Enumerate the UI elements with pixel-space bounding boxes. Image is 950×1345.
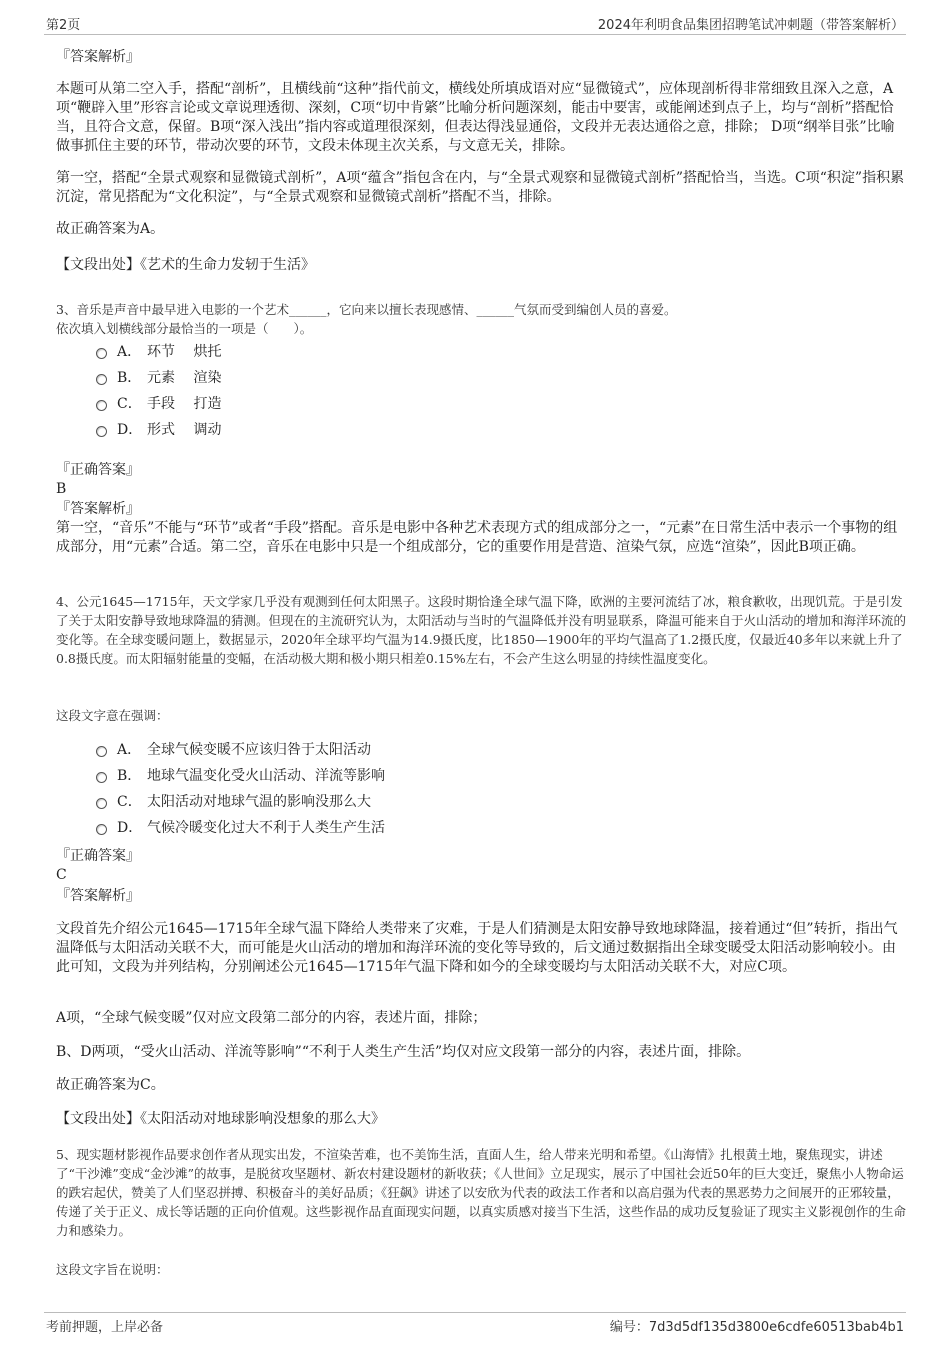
q5-prompt: 这段文字旨在说明：	[56, 1262, 169, 1277]
q4-option-d[interactable]	[96, 819, 385, 837]
q4-option-c[interactable]	[96, 793, 371, 811]
q5-stem: 5、现实题材影视作品要求创作者从现实出发，不渲染苦难，也不美饰生活，直面人生，给人带来光明和希望。《山海情》扎根黄土地，聚焦现实，讲述了“干沙滩”变成“金沙滩”的故事，是脱贫攻坚题材、新农村建设题材的新收获；《人世间》立足现实，展示了中国社会近50年的巨大变迁，聚焦小人物命运的跌宕起伏，赞美了人们坚忍拼搏、积极奋斗的美好品质；《狂飙》讲述了以安欣为代表的政法工作者和以高启强为代表的黑恶势力之间展开的正邪较量，传递了关于正义、成长等话题的正向价值观。这些影视作品直面现实问题，以真实质感对接当下生活，这些作品的成功反复验证了现实主义影视创作的生命力和感染力。	[56, 1147, 907, 1238]
option-letter: B．	[117, 768, 142, 784]
footer-slogan: 考前押题，上岸必备	[46, 1320, 164, 1335]
option-text: 地球气温变化受火山活动、洋流等影响	[147, 768, 385, 784]
option-letter: A．	[117, 742, 142, 758]
radio-button[interactable]	[96, 772, 107, 783]
page-number: 第2页	[46, 18, 81, 33]
option-letter: A．	[117, 344, 142, 360]
q3-analysis-label: 『答案解析』	[56, 501, 140, 517]
option-text: 气候冷暖变化过大不利于人类生产生活	[147, 820, 385, 836]
option-letter: D．	[117, 422, 143, 438]
q4-answer-label: 『正确答案』	[56, 848, 140, 864]
q3-option-d[interactable]	[96, 421, 221, 439]
option-letter: C．	[117, 396, 142, 412]
option-letter: C．	[117, 794, 142, 810]
q4-option-a[interactable]	[96, 741, 371, 759]
q3-prompt: 依次填入划横线部分最恰当的一项是（ ）。	[56, 321, 313, 336]
option-text: 太阳活动对地球气温的影响没那么大	[147, 794, 371, 810]
page-header	[44, 12, 906, 35]
q3-option-a[interactable]	[96, 343, 221, 361]
radio-button[interactable]	[96, 426, 107, 437]
q4-stem: 4、公元1645—1715年，天文学家几乎没有观测到任何太阳黑子。这段时期恰逢全球气温下降，欧洲的主要河流结了冰，粮食歉收，出现饥荒。于是引发了关于太阳安静导致地球降温的猜测。但现在的主流研究认为，太阳活动与当时的气温降低并没有明显联系，降温可能来自于火山活动的增加和海洋环流的变化等。在全球变暖问题上，数据显示，2020年全球平均气温为14.9摄氏度，比1850—1900年的平均气温高了1.2摄氏度，仅最近40多年以来就上升了0.8摄氏度。而太阳辐射能量的变幅，在活动极大期和极小期只相差0.15%左右，不会产生这么明显的持续性温度变化。	[56, 594, 907, 666]
q4-analysis-para2: A项，“全球气候变暖”仅对应文段第二部分的内容，表述片面，排除；	[56, 1010, 487, 1026]
option-letter: D．	[117, 820, 143, 836]
q2-analysis-para2: 第一空，搭配“全景式观察和显微镜式剖析”，A项“蕴含”指包含在内，与“全景式观察和显微镜式剖析”搭配恰当，当选。C项“积淀”指积累沉淀，常见搭配为“文化积淀”，与“全景式观察和显微镜式剖析”搭配不当，排除。	[56, 170, 905, 205]
q3-answer: B	[56, 481, 67, 497]
option-text: 全球气候变暖不应该归咎于太阳活动	[147, 742, 371, 758]
radio-button[interactable]	[96, 400, 107, 411]
document-title: 2024年利明食品集团招聘笔试冲刺题（带答案解析）	[597, 18, 904, 33]
option-text: 环节 烘托	[147, 344, 222, 360]
option-letter: B．	[117, 370, 142, 386]
q2-analysis-para1: 本题可从第二空入手，搭配“剖析”，且横线前“这种”指代前文，横线处所填成语对应“显微镜式”，应体现剖析得非常细致且深入之意，A项“鞭辟入里”形容言论或文章说理透彻、深刻，C项“切中肯綮”比喻分析问题深刻，能击中要害，或能阐述到点子上，均与“剖析”搭配恰当，且符合文意，保留。B项“深入浅出”指内容或道理很深刻，但表达得浅显通俗，文段并无表达通俗之意，排除； D项“纲举目张”比喻做事抓住主要的环节，带动次要的环节，文段未体现主次关系，与文意无关，排除。	[56, 81, 895, 154]
q3-answer-label: 『正确答案』	[56, 462, 140, 478]
q4-answer-statement: 故正确答案为C。	[56, 1077, 165, 1093]
q3-option-c[interactable]	[96, 395, 221, 413]
q4-source: 【文段出处】《太阳活动对地球影响没想象的那么大》	[56, 1111, 385, 1127]
radio-button[interactable]	[96, 798, 107, 809]
q2-analysis-label: 『答案解析』	[56, 49, 140, 65]
page-footer	[44, 1312, 906, 1335]
option-text: 元素 渲染	[147, 370, 222, 386]
q4-answer: C	[56, 867, 67, 883]
q4-analysis-label: 『答案解析』	[56, 888, 140, 904]
radio-button[interactable]	[96, 374, 107, 385]
q2-answer-statement: 故正确答案为A。	[56, 221, 165, 237]
option-text: 形式 调动	[147, 422, 222, 438]
q3-stem: 3、音乐是声音中最早进入电影的一个艺术______，它向来以擅长表现感情、______气氛而受到编创人员的喜爱。	[56, 302, 677, 317]
document-id: 编号：7d3d5df135d3800e6cdfe60513bab4b1	[609, 1320, 904, 1335]
q4-prompt: 这段文字意在强调：	[56, 708, 169, 723]
radio-button[interactable]	[96, 348, 107, 359]
radio-button[interactable]	[96, 824, 107, 835]
q4-analysis-para3: B、D两项，“受火山活动、洋流等影响”“不利于人类生产生活”均仅对应文段第一部分的内容，表述片面，排除。	[56, 1044, 751, 1060]
q3-analysis: 第一空，“音乐”不能与“环节”或者“手段”搭配。音乐是电影中各种艺术表现方式的组成部分之一，“元素”在日常生活中表示一个事物的组成部分，用“元素”合适。第二空，音乐在电影中只是一个组成部分，它的重要作用是营造、渲染气氛，应选“渲染”，因此B项正确。	[56, 520, 898, 555]
option-text: 手段 打造	[147, 396, 222, 412]
radio-button[interactable]	[96, 746, 107, 757]
q4-option-b[interactable]	[96, 767, 385, 785]
q3-option-b[interactable]	[96, 369, 221, 387]
q2-source: 【文段出处】《艺术的生命力发轫于生活》	[56, 257, 315, 273]
q4-analysis-para1: 文段首先介绍公元1645—1715年全球气温下降给人类带来了灾难，于是人们猜测是太阳安静导致地球降温，接着通过“但”转折，指出气温降低与太阳活动关联不大，而可能是火山活动的增加和海洋环流的变化等导致的，后文通过数据指出全球变暖受太阳活动影响较小。由此可知，文段为并列结构，分别阐述公元1645—1715年气温下降和如今的全球变暖均与太阳活动关联不大，对应C项。	[56, 921, 898, 975]
